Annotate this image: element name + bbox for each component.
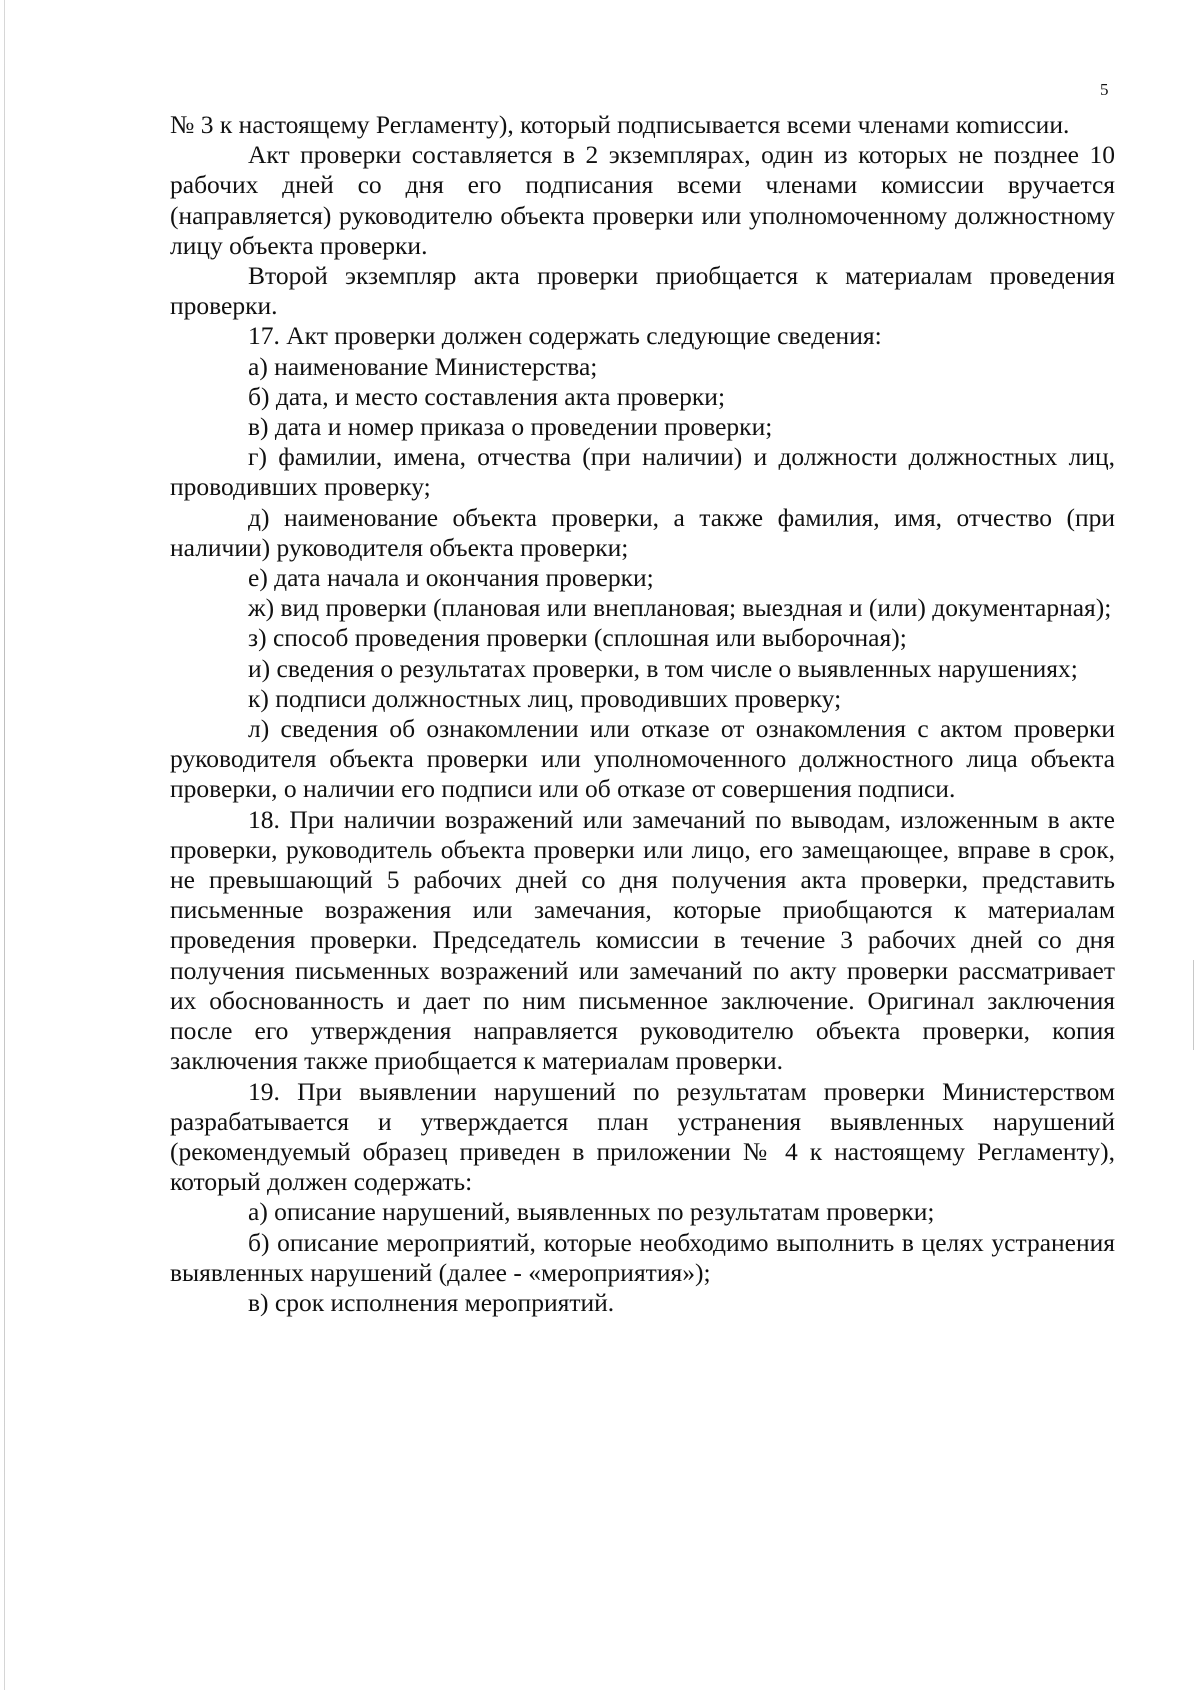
paragraph-16: 19. При выявлении нарушений по результатам проверки Министерством разрабатывается и утверждается план устранения выявленных нарушений (рекомендуемый образец приведен в приложении № 4 к настоящему Регламенту), который должен содержать: [170, 1076, 1115, 1197]
paragraph-9: е) дата начала и окончания проверки; [248, 563, 654, 593]
paragraph-1: Акт проверки составляется в 2 экземплярах, один из которых не позднее 10 рабочих дней со дня его подписания всеми членами комиссии вручается (направляется) руководителю объекта проверки или уполномоченному должностному лицу объекта проверки. [170, 140, 1115, 260]
paragraph-15: 18. При наличии возражений или замечаний по выводам, изложенным в акте проверки, руководитель объекта проверки или лицо, его замещающее, вправе в срок, не превышающий 5 рабочих дней со дня получения акта проверки, представить письменные возражения или замечания, которые приобщаются к материалам проведения проверки. Председатель комиссии в течение 3 рабочих дней со дня получения письменных возражений или замечаний по акту проверки рассматривает их обоснованность и дает по ним письменное заключение. Оригинал заключения после его утверждения направляется руководителю объекта проверки, копия заключения также приобщается к материалам проверки. [170, 804, 1115, 1076]
page-number: 5 [1100, 80, 1109, 99]
paragraph-3: 17. Акт проверки должен содержать следующие сведения: [248, 321, 882, 351]
paragraph-5: б) дата, и место составления акта проверки; [248, 381, 726, 411]
paragraph-19: в) срок исполнения мероприятий. [248, 1287, 615, 1317]
document-body [170, 110, 1115, 1318]
paragraph-2: Второй экземпляр акта проверки приобщается к материалам проведения проверки. [170, 261, 1115, 321]
paragraph-8: д) наименование объекта проверки, а также фамилия, имя, отчество (при наличии) руководителя объекта проверки; [170, 502, 1115, 562]
paragraph-4: а) наименование Министерства; [248, 351, 598, 381]
paragraph-13: к) подписи должностных лиц, проводивших проверку; [248, 683, 842, 713]
paragraph-10: ж) вид проверки (плановая или внеплановая; выездная и (или) документарная); [248, 593, 1112, 623]
paragraph-17: а) описание нарушений, выявленных по результатам проверки; [248, 1197, 935, 1227]
paragraph-11: з) способ проведения проверки (сплошная или выборочная); [248, 623, 907, 653]
paragraph-7: г) фамилии, имена, отчества (при наличии) и должности должностных лиц, проводивших проверку; [170, 442, 1115, 502]
paragraph-0: № 3 к настоящему Регламенту), который подписывается всеми членами коmиссии. [170, 110, 1070, 139]
paragraph-12: и) сведения о результатах проверки, в том числе о выявленных нарушениях; [248, 653, 1078, 683]
scan-edge-left [4, 0, 5, 1690]
scan-edge-right [1193, 960, 1194, 1050]
paragraph-14: л) сведения об ознакомлении или отказе от ознакомления с актом проверки руководителя объекта проверки или уполномоченного должностного лица объекта проверки, о наличии его подписи или об отказе от совершения подписи. [170, 714, 1115, 804]
paragraph-6: в) дата и номер приказа о проведении проверки; [248, 412, 773, 442]
paragraph-18: б) описание мероприятий, которые необходимо выполнить в целях устранения выявленных нарушений (далее - «мероприятия»); [170, 1227, 1115, 1287]
